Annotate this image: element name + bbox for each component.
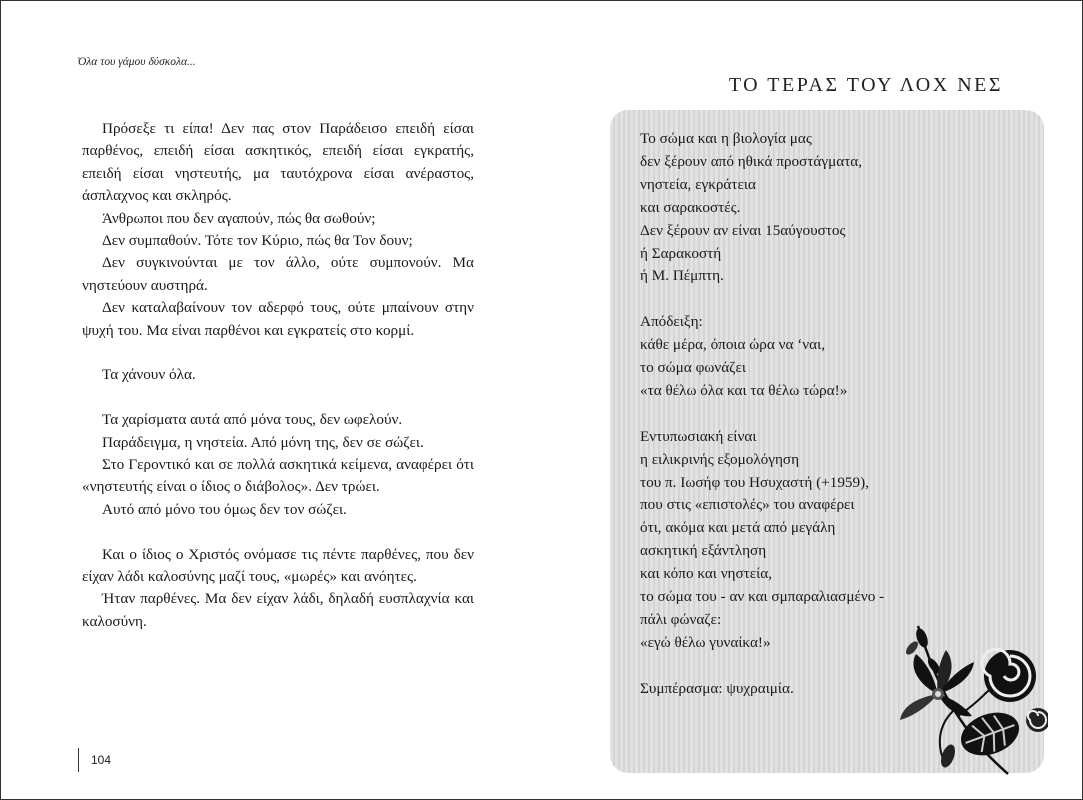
floral-flourish-icon [898,616,1048,776]
poem-line: νηστεία, εγκράτεια [640,175,756,193]
paragraph: Πρόσεξε τι είπα! Δεν πας στον Παράδεισο επειδή είσαι παρθένος, επειδή είσαι ασκητικός, επειδή είσαι εγκρατής, επειδή είσαι νηστευτής, μα ταυτόχρονα είσαι ανέραστος, άσπλαχνος και σκληρός. [82,120,474,205]
poem-line: Το σώμα και η βιολογία μας [640,130,812,147]
paragraph: Και ο ίδιος ο Χριστός ονόμασε τις πέντε παρθένες, που δεν είχαν λάδι καλοσύνης μαζί τους, «μωρές» και ανόητες. [82,545,474,586]
poem-line: ή Μ. Πέμπτη. [640,267,724,285]
poem-line: ή Σαρακοστή [640,244,722,262]
poem-line: ασκητική εξάντληση [640,542,767,560]
poem-line: Δεν ξέρουν αν είναι 15αύγουστος [640,221,846,239]
paragraph: Αυτό από μόνο του όμως δεν τον σώζει. [102,500,347,518]
paragraph: Δεν συγκινούνται με τον άλλο, ούτε συμπονούν. Μα νηστεύουν αυστηρά. [82,254,474,294]
poem-line: το σώμα του - αν και σμπαραλιασμένο - [640,588,885,606]
poem-line: που στις «επιστολές» του αναφέρει [640,496,855,514]
poem-line: του π. Ιωσήφ του Ησυχαστή (+1959), [640,473,869,491]
poem-line: κάθε μέρα, όποια ώρα να ‘ναι, [640,336,825,354]
left-page-body [82,118,474,633]
paragraph: Τα χάνουν όλα. [102,366,196,384]
poem-line: Εντυπωσιακή είναι [640,427,757,445]
poem-line: και κόπο και νηστεία, [640,565,773,583]
paragraph: Άνθρωποι που δεν αγαπούν, πώς θα σωθούν; [102,209,376,227]
poem-line: Συμπέρασμα: ψυχραιμία. [640,679,794,697]
poem-line: Απόδειξη: [640,313,703,331]
paragraph: Δεν συμπαθούν. Τότε τον Κύριο, πώς θα Τον δουν; [102,232,413,250]
poem-text [640,128,980,701]
poem-line: ότι, ακόμα και μετά από μεγάλη [640,519,836,537]
poem-line: και σαρακοστές. [640,198,741,216]
poem-line: δεν ξέρουν από ηθικά προστάγματα, [640,152,863,170]
running-title: Όλα του γάμου δύσκολα... [78,56,196,68]
paragraph: Ήταν παρθένες. Μα δεν είχαν λάδι, δηλαδή ευσπλαχνία και καλοσύνη. [82,590,474,630]
page-number: 104 [78,748,111,772]
paragraph: Παράδειγμα, η νηστεία. Από μόνη της, δεν σε σώζει. [102,433,424,451]
paragraph: Δεν καταλαβαίνουν τον αδερφό τους, ούτε μπαίνουν στην ψυχή του. Μα είναι παρθένοι και εγκρατείς στο κορμί. [82,299,474,339]
paragraph: Στο Γεροντικό και σε πολλά ασκητικά κείμενα, αναφέρει ότι «νηστευτής είναι ο ίδιος ο διάβολος». Δεν τρώει. [82,456,474,496]
section-title: ΤΟ ΤΕΡΑΣ ΤΟΥ ΛΟΧ ΝΕΣ [728,74,1003,96]
poem-line: «εγώ θέλω γυναίκα!» [640,633,771,651]
poem-line: το σώμα φωνάζει [640,359,746,377]
poem-line: πάλι φώναζε: [640,611,722,628]
poem-line: «τα θέλω όλα και τα θέλω τώρα!» [640,381,848,399]
poem-line: η ειλικρινής εξομολόγηση [640,450,800,468]
paragraph: Τα χαρίσματα αυτά από μόνα τους, δεν ωφελούν. [102,411,403,429]
